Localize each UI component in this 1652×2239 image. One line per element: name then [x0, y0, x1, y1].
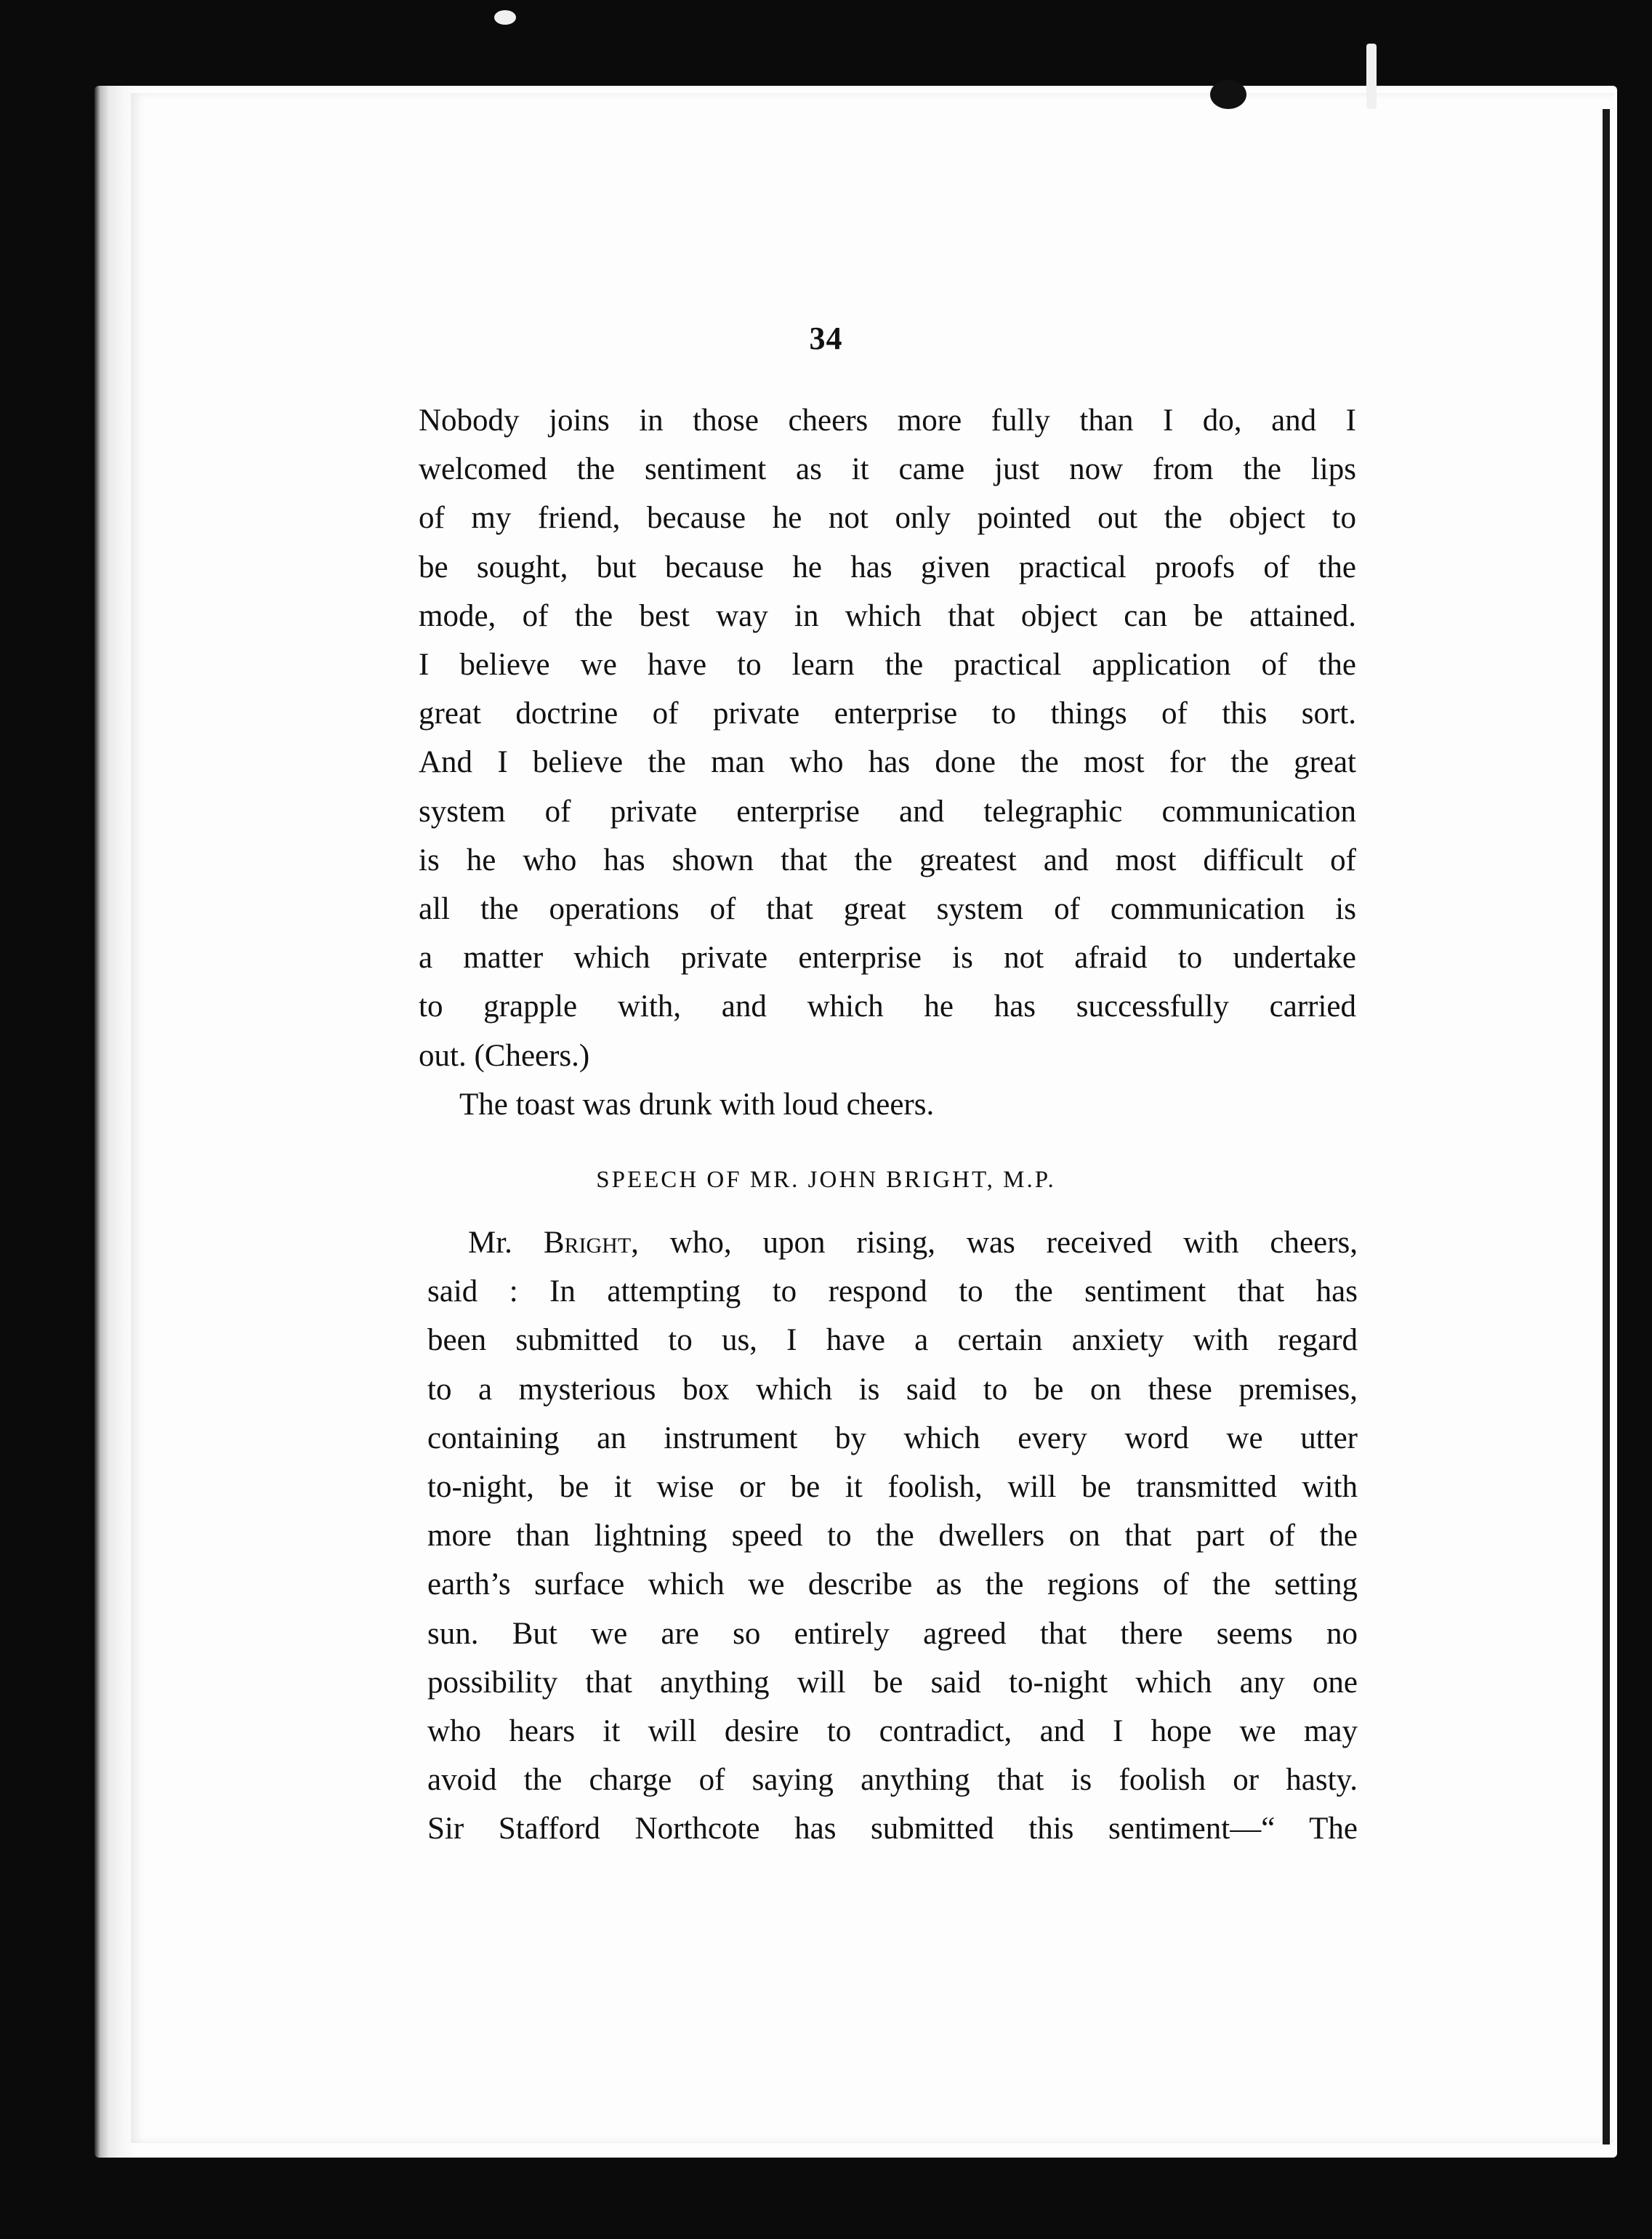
- toast-line: The toast was drunk with loud cheers.: [459, 1087, 935, 1122]
- text-line: a matter which private enterprise is not afraid to undertake: [419, 941, 1356, 976]
- speech-paragraph: [427, 1218, 1358, 1854]
- text-line: more than lightning speed to the dwellers on that part of the: [427, 1519, 1358, 1553]
- text-line: been submitted to us, I have a certain anxiety with regard: [427, 1323, 1358, 1358]
- paragraph-continued: [419, 396, 1356, 1129]
- speech-first-line-rest: , who, upon rising, was received with cheers,: [631, 1226, 1358, 1260]
- text-line: who hears it will desire to contradict, and I hope we may: [427, 1714, 1358, 1749]
- text-line: is he who has shown that the greatest and most difficult of: [419, 843, 1356, 877]
- section-heading: SPEECH OF MR. JOHN BRIGHT, M.P.: [596, 1167, 1056, 1193]
- text-line: possibility that anything will be said to-night which any one: [427, 1665, 1358, 1700]
- text-line: to-night, be it wise or be it foolish, will be transmitted with: [427, 1470, 1358, 1505]
- text-line: be sought, but because he has given practical proofs of the: [419, 550, 1356, 584]
- scan-speck: [1210, 80, 1246, 109]
- text-line: system of private enterprise and telegraphic communication: [419, 794, 1356, 829]
- text-line: to grapple with, and which he has successfully carried: [419, 989, 1356, 1024]
- speech-first-line: [427, 1218, 1358, 1267]
- text-line: mode, of the best way in which that object can be attained.: [419, 598, 1356, 633]
- page-number: 34: [809, 321, 843, 356]
- speaker-name: Bright: [543, 1226, 632, 1260]
- text-line: Nobody joins in those cheers more fully than I do, and I: [419, 403, 1356, 438]
- text-line: sun. But we are so entirely agreed that there seems no: [427, 1616, 1358, 1651]
- text-line: I believe we have to learn the practical application of the: [419, 648, 1356, 683]
- text-line: to a mysterious box which is said to be on these premises,: [427, 1372, 1358, 1407]
- text-line: welcomed the sentiment as it came just now from the lips: [419, 452, 1356, 487]
- text-line: of my friend, because he not only pointed out the object to: [419, 501, 1356, 536]
- text-line: avoid the charge of saying anything that is foolish or hasty.: [427, 1763, 1358, 1798]
- text-line: said : In attempting to respond to the sentiment that has: [427, 1274, 1358, 1309]
- text-line: earth’s surface which we describe as the regions of the setting: [427, 1567, 1358, 1602]
- page-right-edge: [1603, 109, 1610, 2144]
- scan-speck: [494, 10, 516, 25]
- text-line: Sir Stafford Northcote has submitted this sentiment—“ The: [427, 1812, 1358, 1846]
- text-line: all the operations of that great system of communication is: [419, 892, 1356, 927]
- text-line: out. (Cheers.): [419, 1038, 590, 1073]
- text-line: And I believe the man who has done the most for the great: [419, 745, 1356, 780]
- speaker-prefix: Mr.: [468, 1226, 512, 1260]
- scan-speck: [1366, 44, 1377, 109]
- text-line: great doctrine of private enterprise to things of this sort.: [419, 696, 1356, 731]
- text-line: containing an instrument by which every word we utter: [427, 1420, 1358, 1455]
